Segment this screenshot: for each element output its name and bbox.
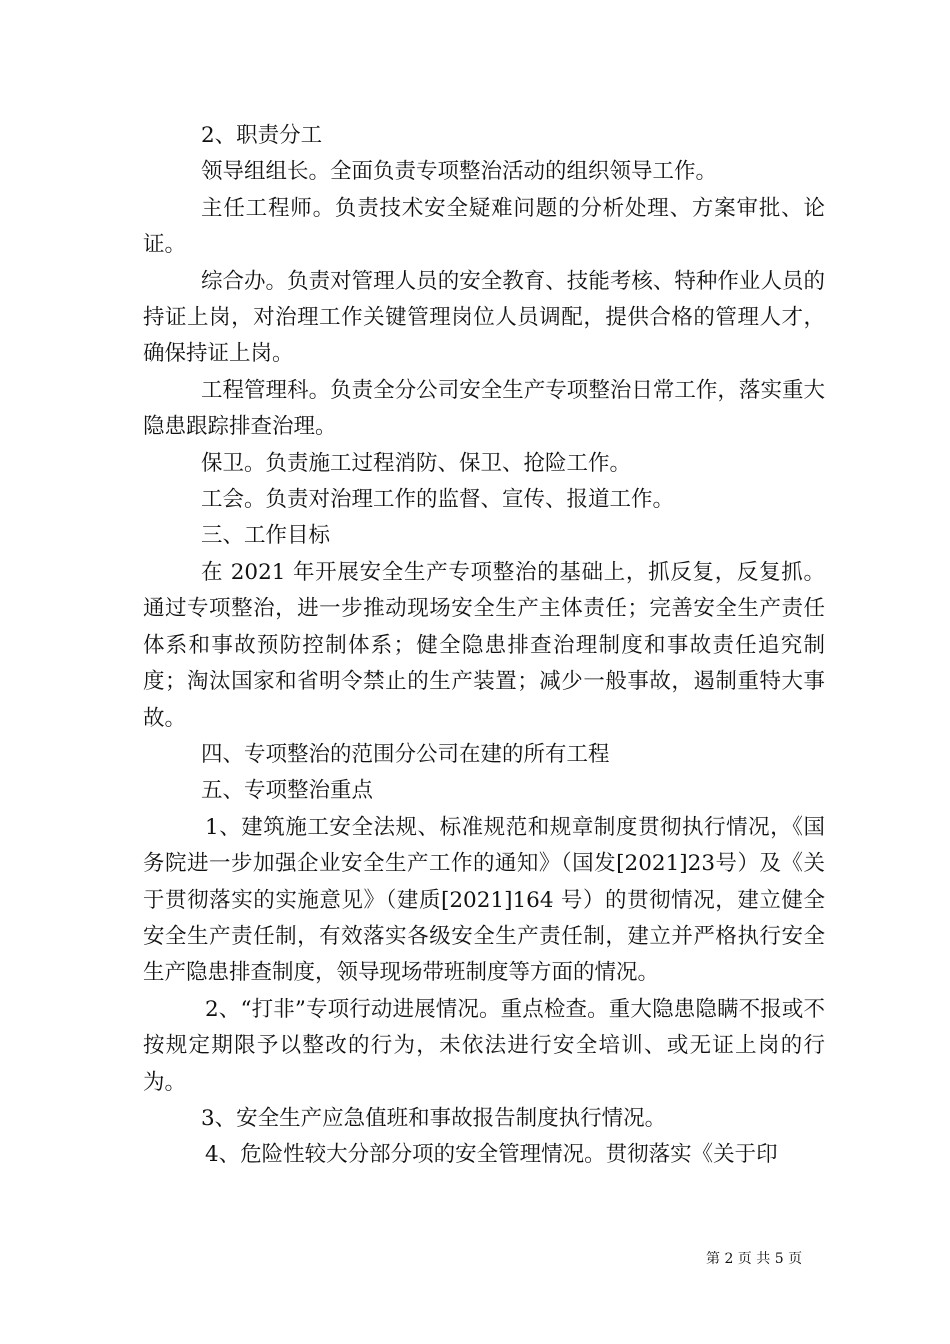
paragraph-trade-union: 工会。负责对治理工作的监督、宣传、报道工作。 <box>201 487 675 513</box>
paragraph-key-point-2: 2、“打非”专项行动进展情况。重点检查。重大隐患隐瞒不报或不按规定期限予以整改的行为，未依法进行安全培训、或无证上岗的行为。 <box>143 996 825 1095</box>
section-heading-work-goals: 三、工作目标 <box>201 523 331 549</box>
paragraph-work-goals: 在 2021 年开展安全生产专项整治的基础上，抓反复，反复抓。通过专项整治，进一步推动现场安全生产主体责任；完善安全生产责任体系和事故预防控制体系；健全隐患排查治理制度和事故责任追究制度；淘汰国家和省明令禁止的生产装置；减少一般事故，遏制重特大事故。 <box>143 559 825 731</box>
paragraph-key-point-4: 4、危险性较大分部分项的安全管理情况。贯彻落实《关于印 <box>205 1142 778 1168</box>
paragraph-general-office: 综合办。负责对管理人员的安全教育、技能考核、特种作业人员的持证上岗，对治理工作关键管理岗位人员调配，提供合格的管理人才，确保持证上岗。 <box>143 268 825 367</box>
document-body <box>143 118 825 1174</box>
page-number-footer: 第 2 页 共 5 页 <box>706 1251 803 1267</box>
paragraph-security: 保卫。负责施工过程消防、保卫、抢险工作。 <box>201 450 632 476</box>
paragraph-key-point-1: 1、建筑施工安全法规、标准规范和规章制度贯彻执行情况，《国务院进一步加强企业安全生产工作的通知》（国发[2021]23号）及《关于贯彻落实的实施意见》（建质[2021]164 号）的贯彻情况，建立健全安全生产责任制，有效落实各级安全生产责任制，建立并严格执行安全生产隐患排查制度，领导现场带班制度等方面的情况。 <box>143 814 825 986</box>
paragraph-duty-division-heading: 2、职责分工 <box>201 123 323 148</box>
paragraph-chief-engineer: 主任工程师。负责技术安全疑难问题的分析处理、方案审批、论证。 <box>143 195 825 258</box>
paragraph-key-point-3: 3、安全生产应急值班和事故报告制度执行情况。 <box>201 1105 667 1131</box>
paragraph-engineering-management: 工程管理科。负责全分公司安全生产专项整治日常工作，落实重大隐患跟踪排查治理。 <box>143 377 825 440</box>
section-heading-scope: 四、专项整治的范围分公司在建的所有工程 <box>201 741 610 767</box>
paragraph-group-leader: 领导组组长。全面负责专项整治活动的组织领导工作。 <box>201 159 718 185</box>
section-heading-key-points: 五、专项整治重点 <box>201 778 374 804</box>
